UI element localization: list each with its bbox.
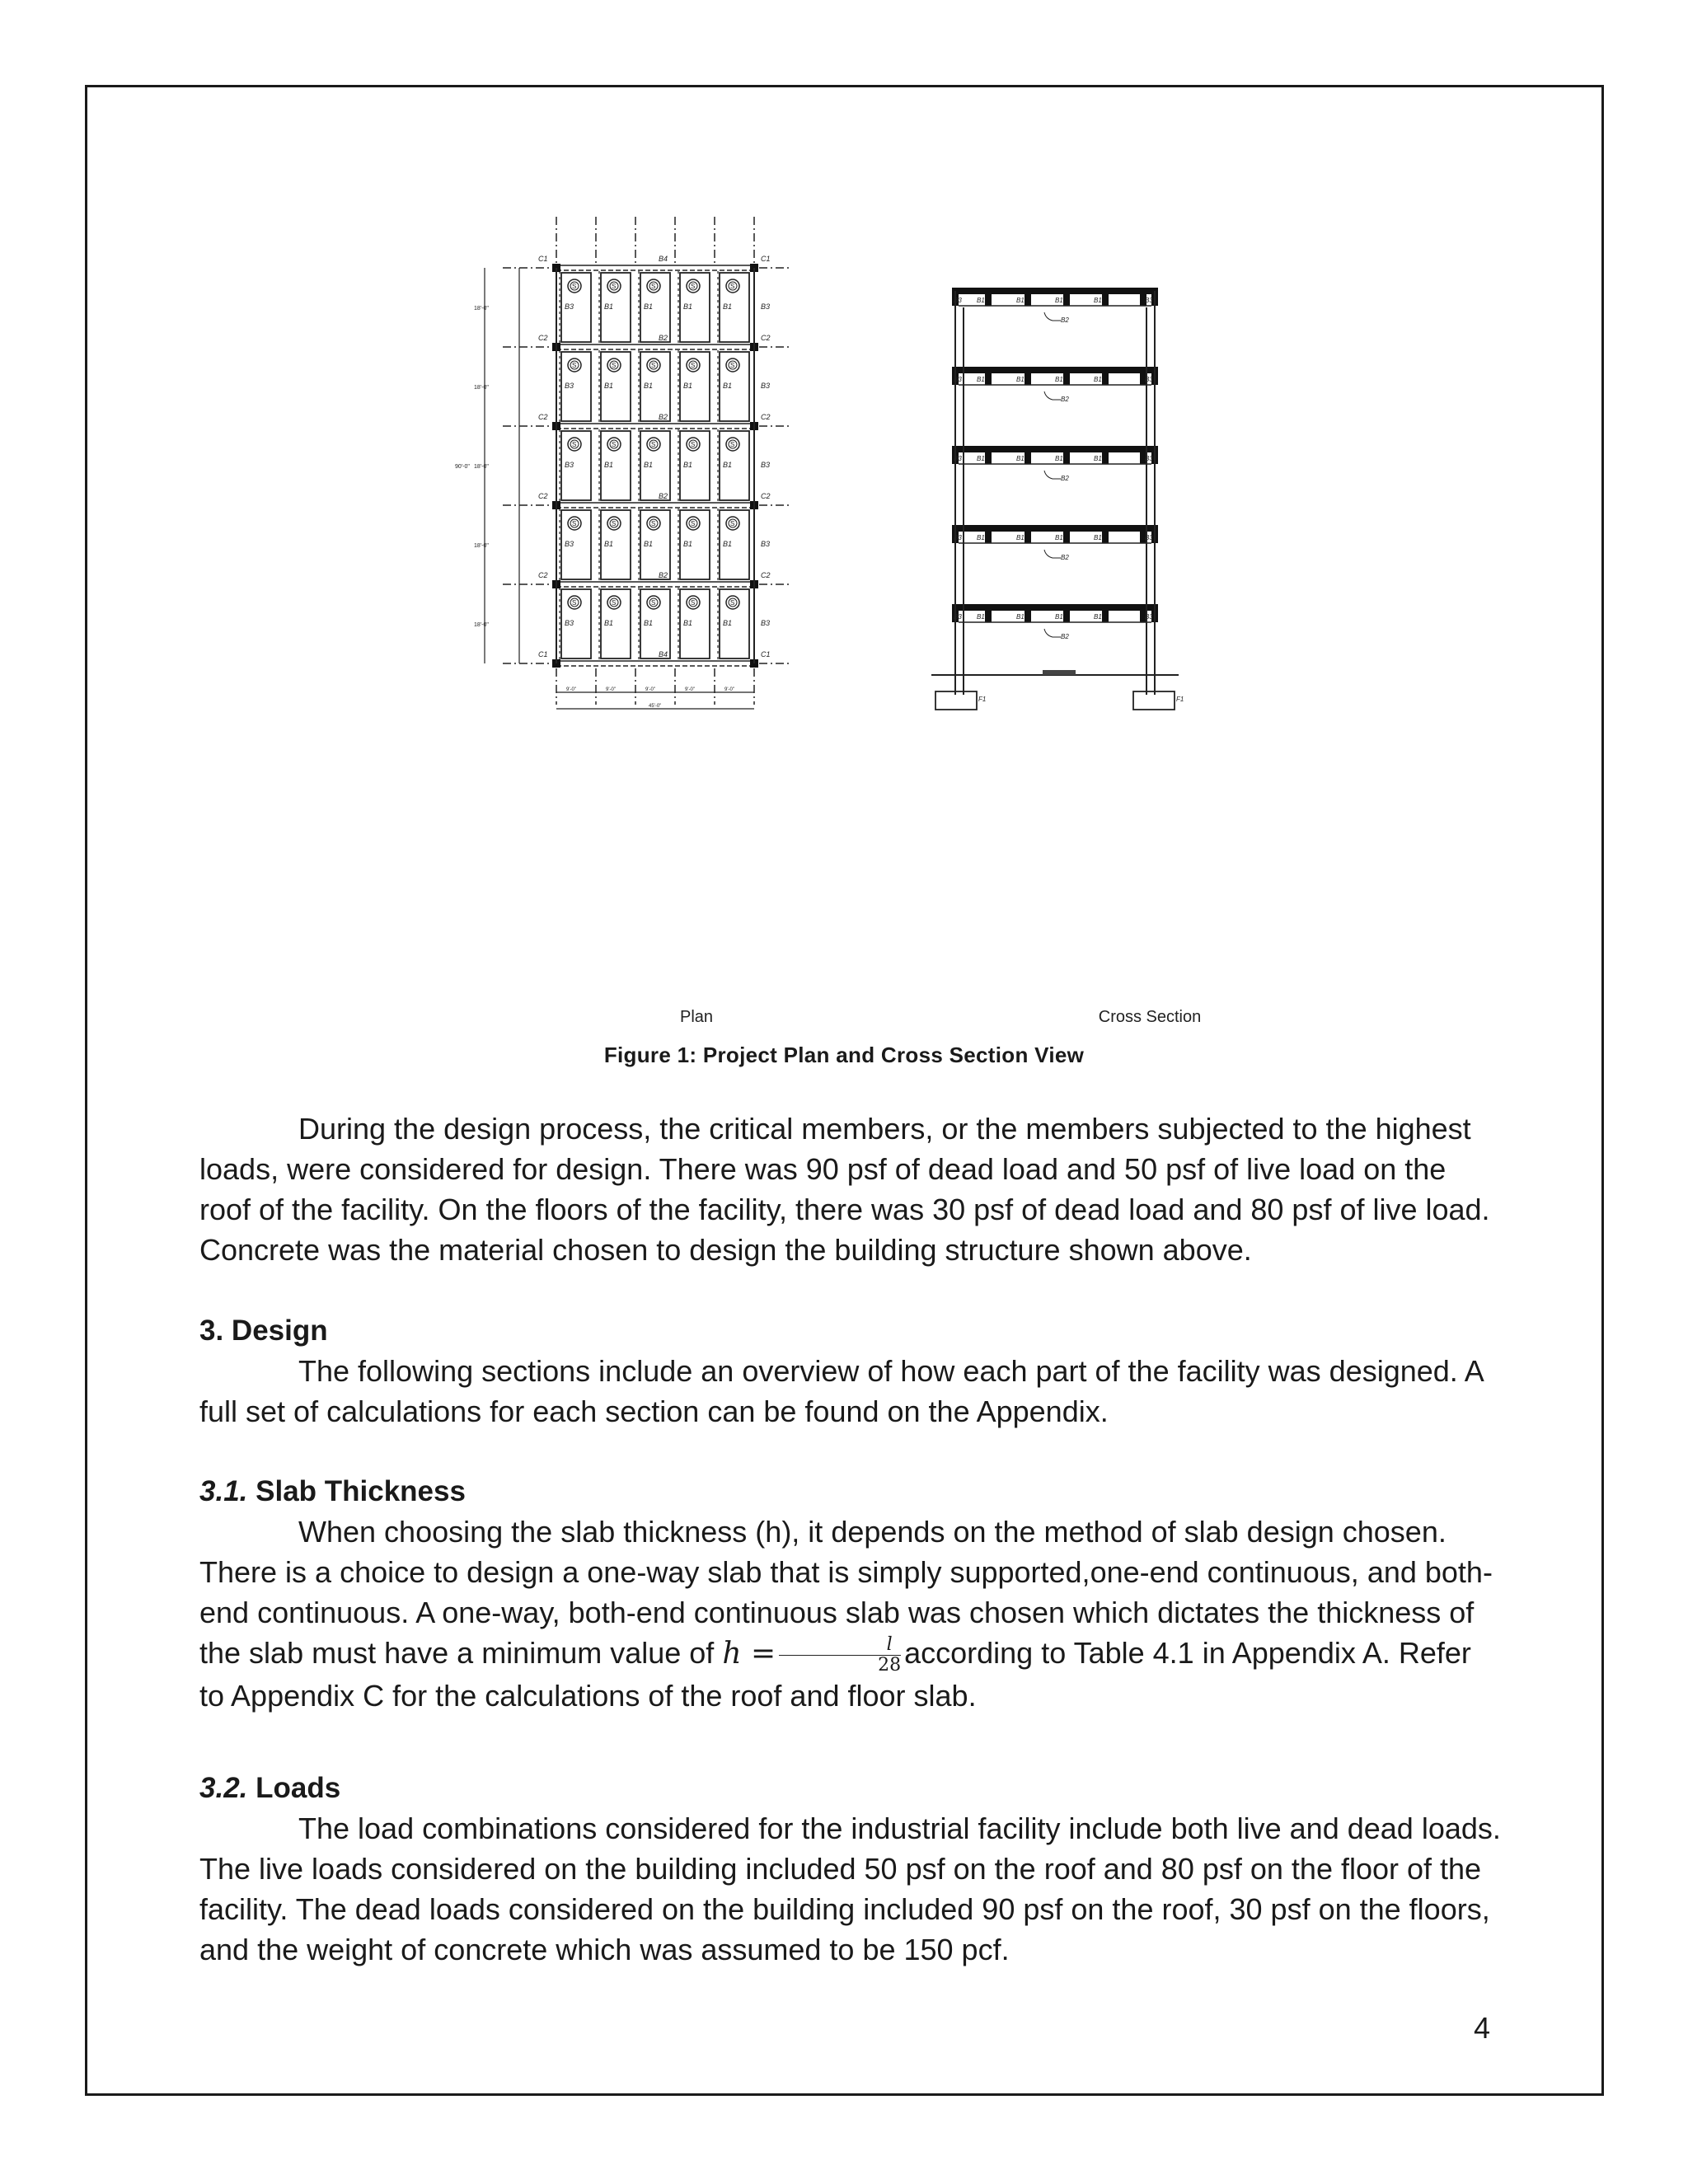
design-paragraph: The following sections include an overview of how each part of the facility was designed. A full set of calculations for each section can be found on the Appendix. <box>199 1354 1483 1428</box>
beam-label: B1 <box>683 461 693 469</box>
beam-drop <box>1102 452 1109 464</box>
beam-label: B3 <box>1145 376 1153 383</box>
dimension-label: 18'-0" <box>474 385 489 391</box>
slab-symbol-label: S <box>572 599 577 607</box>
equation-fraction <box>779 1635 901 1675</box>
beam-label: B1 <box>723 540 733 548</box>
beam-label: B3 <box>1145 455 1153 462</box>
beam-label: B1 <box>1094 297 1102 304</box>
loads-title: Loads <box>256 1772 341 1804</box>
dimension-label: 18'-0" <box>474 622 489 628</box>
beam-label: B3 <box>761 302 771 311</box>
column-label: C2 <box>761 571 771 579</box>
beam-label: B3 <box>954 613 962 621</box>
callout <box>1044 471 1061 479</box>
beam-label: B3 <box>1145 297 1153 304</box>
beam-label: B2 <box>659 571 668 579</box>
beam-label: B1 <box>644 461 654 469</box>
beam-label: B1 <box>1055 613 1063 621</box>
beam-drop <box>1102 532 1109 543</box>
beam-label: B1 <box>977 534 985 541</box>
beam-drop <box>1102 294 1109 306</box>
beam-drop <box>985 611 992 622</box>
beam-label: B3 <box>1145 534 1153 541</box>
cross-section-drawing <box>931 288 1184 710</box>
beam-drop <box>985 452 992 464</box>
beam-label: B1 <box>977 455 985 462</box>
beam-label: B1 <box>1016 613 1025 621</box>
slab-text-part2: according to Table 4.1 in Appendix A. Refer to Appendix C for the calculations of the roof and floor slab. <box>199 1636 1471 1713</box>
beam-label: B1 <box>683 382 693 390</box>
beam-label: B3 <box>565 540 574 548</box>
beam-label: B2 <box>1061 316 1069 324</box>
beam-drop <box>1025 373 1031 385</box>
dimension-label: 9'-0" <box>645 687 655 692</box>
column-label: C2 <box>761 334 771 342</box>
equation-lhs: h = <box>722 1637 776 1671</box>
beam-label: B1 <box>1055 455 1063 462</box>
dimension-label: 18'-0" <box>474 464 489 470</box>
beam-drop <box>985 294 992 306</box>
slab-symbol-label: S <box>572 283 577 290</box>
floor-slab <box>952 446 1158 452</box>
beam-label: B1 <box>977 613 985 621</box>
slab-symbol-label: S <box>612 441 617 448</box>
beam-label: B1 <box>977 297 985 304</box>
loads-paragraph: The load combinations considered for the industrial facility include both live and dead loads. The live loads considered on the building included 50 psf on the roof and 80 psf on the floor of the facility. The dead loads considered on the building included 90 psf on the roof, 30 psf on the floors, and the weight of concrete which was assumed to be 150 pcf. <box>199 1811 1501 1966</box>
beam-label: B3 <box>761 382 771 390</box>
callout <box>1044 550 1061 558</box>
floor-slab <box>952 604 1158 611</box>
beam-drop <box>985 532 992 543</box>
dimension-label: 45'-0" <box>649 704 662 709</box>
slab-symbol-label: S <box>730 283 735 290</box>
beam-drop <box>1063 373 1070 385</box>
slab-symbol-label: S <box>691 520 696 527</box>
beam-label: B2 <box>659 492 668 500</box>
slab-symbol-label: S <box>730 362 735 369</box>
beam-label: B1 <box>1016 376 1025 383</box>
dimension-label: 9'-0" <box>685 687 695 692</box>
slab-symbol-label: S <box>730 441 735 448</box>
beam-label: B1 <box>604 540 614 548</box>
beam-label: B3 <box>954 455 962 462</box>
beam-label: B1 <box>644 302 654 311</box>
floor-slab <box>952 288 1158 294</box>
beam-drop <box>1025 452 1031 464</box>
beam-label: B1 <box>1016 455 1025 462</box>
beam-label: B1 <box>1094 376 1102 383</box>
beam-label: B1 <box>1094 534 1102 541</box>
plan-and-section-figure <box>453 210 1385 1034</box>
ground-hatch <box>1043 670 1076 675</box>
beam-label: B1 <box>604 302 614 311</box>
column-label: C2 <box>538 492 548 500</box>
beam-label: B1 <box>723 619 733 627</box>
dimension-label: 9'-0" <box>606 687 616 692</box>
dimension-label: 18'-0" <box>474 543 489 549</box>
beam-label: B3 <box>1145 613 1153 621</box>
beam-label: B3 <box>565 619 574 627</box>
slab-thickness-heading <box>199 1471 1502 1511</box>
slab-text-part1: When choosing the slab thickness (h), it depends on the method of slab design chosen. There is a choice to design a one-way slab that is simply supported,one-end continuous, and both-end continuous. A one-way, both-end continuous slab was chosen which dictates the thickness of the slab must have a minimum value of <box>199 1515 1493 1670</box>
callout <box>1044 391 1061 400</box>
column-label: C2 <box>538 571 548 579</box>
beam-label: B3 <box>565 461 574 469</box>
column-label: C1 <box>761 650 771 658</box>
beam-label: B2 <box>1061 475 1069 482</box>
column-label: C2 <box>761 413 771 421</box>
figure-caption: Figure 1: Project Plan and Cross Section View <box>603 1043 1085 1067</box>
slab-symbol-label: S <box>572 441 577 448</box>
beam-label: B1 <box>683 302 693 311</box>
beam-drop <box>1063 532 1070 543</box>
beam-label: B1 <box>644 382 654 390</box>
loads-section <box>199 1768 1502 1970</box>
beam-label: B1 <box>604 461 614 469</box>
beam-label: B1 <box>1055 534 1063 541</box>
column-label: C2 <box>538 413 548 421</box>
beam-label: B2 <box>1061 554 1069 561</box>
beam-label: B1 <box>723 382 733 390</box>
slab-symbol-label: S <box>691 283 696 290</box>
beam-drop <box>985 373 992 385</box>
slab-thickness-number: 3.1. <box>199 1475 248 1507</box>
beam-label: B1 <box>604 382 614 390</box>
loads-heading <box>199 1768 1502 1808</box>
beam-drop <box>1063 611 1070 622</box>
beam-label: B1 <box>723 302 733 311</box>
beam-drop <box>1063 294 1070 306</box>
slab-symbol-label: S <box>651 441 656 448</box>
dimension-label: 90'-0" <box>455 464 470 470</box>
slab-symbol-label: S <box>651 520 656 527</box>
beam-drop <box>1025 611 1031 622</box>
beam-label: B1 <box>604 619 614 627</box>
beam-label: B3 <box>954 297 962 304</box>
slab-symbol-label: S <box>572 520 577 527</box>
slab-symbol-label: S <box>612 599 617 607</box>
beam-label: B1 <box>683 540 693 548</box>
slab-symbol-label: S <box>651 599 656 607</box>
equation-denominator: 28 <box>878 1654 902 1675</box>
cross-section-title: Cross Section <box>1098 1008 1202 1026</box>
plan-drawing <box>455 217 791 709</box>
column-label: C1 <box>538 650 548 658</box>
slab-symbol-label: S <box>612 362 617 369</box>
intro-paragraph-block <box>199 1108 1502 1270</box>
beam-label: B1 <box>1055 376 1063 383</box>
slab-symbol-label: S <box>730 520 735 527</box>
beam-label: B1 <box>644 619 654 627</box>
beam-label: B3 <box>761 461 771 469</box>
equation-numerator: l <box>779 1635 901 1656</box>
plan-title: Plan <box>679 1008 714 1026</box>
slab-symbol-label: S <box>691 362 696 369</box>
beam-label: B1 <box>683 619 693 627</box>
design-heading: 3. Design <box>199 1315 328 1347</box>
slab-symbol-label: S <box>730 599 735 607</box>
beam-label: B1 <box>723 461 733 469</box>
beam-label: B1 <box>1055 297 1063 304</box>
loads-number: 3.2. <box>199 1772 248 1804</box>
beam-label: B3 <box>761 540 771 548</box>
beam-label: B2 <box>1061 396 1069 403</box>
design-section <box>199 1310 1502 1432</box>
beam-label: B1 <box>1094 455 1102 462</box>
column-label: C1 <box>761 255 771 263</box>
slab-symbol-label: S <box>651 283 656 290</box>
beam-label: B3 <box>761 619 771 627</box>
beam-drop <box>1102 373 1109 385</box>
beam-label: B4 <box>659 255 668 263</box>
dimension-label: 9'-0" <box>724 687 734 692</box>
beam-label: B2 <box>659 413 668 421</box>
column-label: C1 <box>538 255 548 263</box>
beam-label: B3 <box>954 534 962 541</box>
footing-label: F1 <box>978 696 987 703</box>
beam-label: B1 <box>977 376 985 383</box>
beam-label: B1 <box>1016 534 1025 541</box>
column-label: C2 <box>761 492 771 500</box>
footing-label: F1 <box>1176 696 1184 703</box>
beam-drop <box>1102 611 1109 622</box>
beam-label: B3 <box>954 376 962 383</box>
beam-label: B2 <box>1061 633 1069 640</box>
beam-label: B2 <box>659 334 668 342</box>
beam-drop <box>1025 294 1031 306</box>
slab-symbol-label: S <box>612 283 617 290</box>
slab-symbol-label: S <box>691 599 696 607</box>
beam-label: B4 <box>659 650 668 658</box>
beam-label: B3 <box>565 382 574 390</box>
slab-thickness-section <box>199 1471 1502 1716</box>
beam-drop <box>1025 532 1031 543</box>
slab-symbol-label: S <box>691 441 696 448</box>
dimension-label: 18'-0" <box>474 306 489 312</box>
beam-label: B1 <box>1094 613 1102 621</box>
callout <box>1044 629 1061 637</box>
dimension-label: 9'-0" <box>566 687 576 692</box>
page-number: 4 <box>1473 2011 1490 2045</box>
slab-thickness-paragraph <box>199 1511 1502 1716</box>
intro-paragraph: During the design process, the critical members, or the members subjected to the highest loads, were considered for design. There was 90 psf of dead load and 50 psf of live load on the roof of the facility. On the floors of the facility, there was 30 psf of dead load and 80 psf of live load. Concrete was the material chosen to design the building structure shown above. <box>199 1112 1490 1267</box>
beam-label: B1 <box>644 540 654 548</box>
beam-label: B1 <box>1016 297 1025 304</box>
beam-drop <box>1063 452 1070 464</box>
slab-symbol-label: S <box>651 362 656 369</box>
beam-label: B3 <box>565 302 574 311</box>
column-label: C2 <box>538 334 548 342</box>
slab-thickness-title: Slab Thickness <box>256 1475 466 1507</box>
floor-slab <box>952 367 1158 373</box>
callout <box>1044 312 1061 321</box>
slab-symbol-label: S <box>572 362 577 369</box>
slab-symbol-label: S <box>612 520 617 527</box>
floor-slab <box>952 525 1158 532</box>
